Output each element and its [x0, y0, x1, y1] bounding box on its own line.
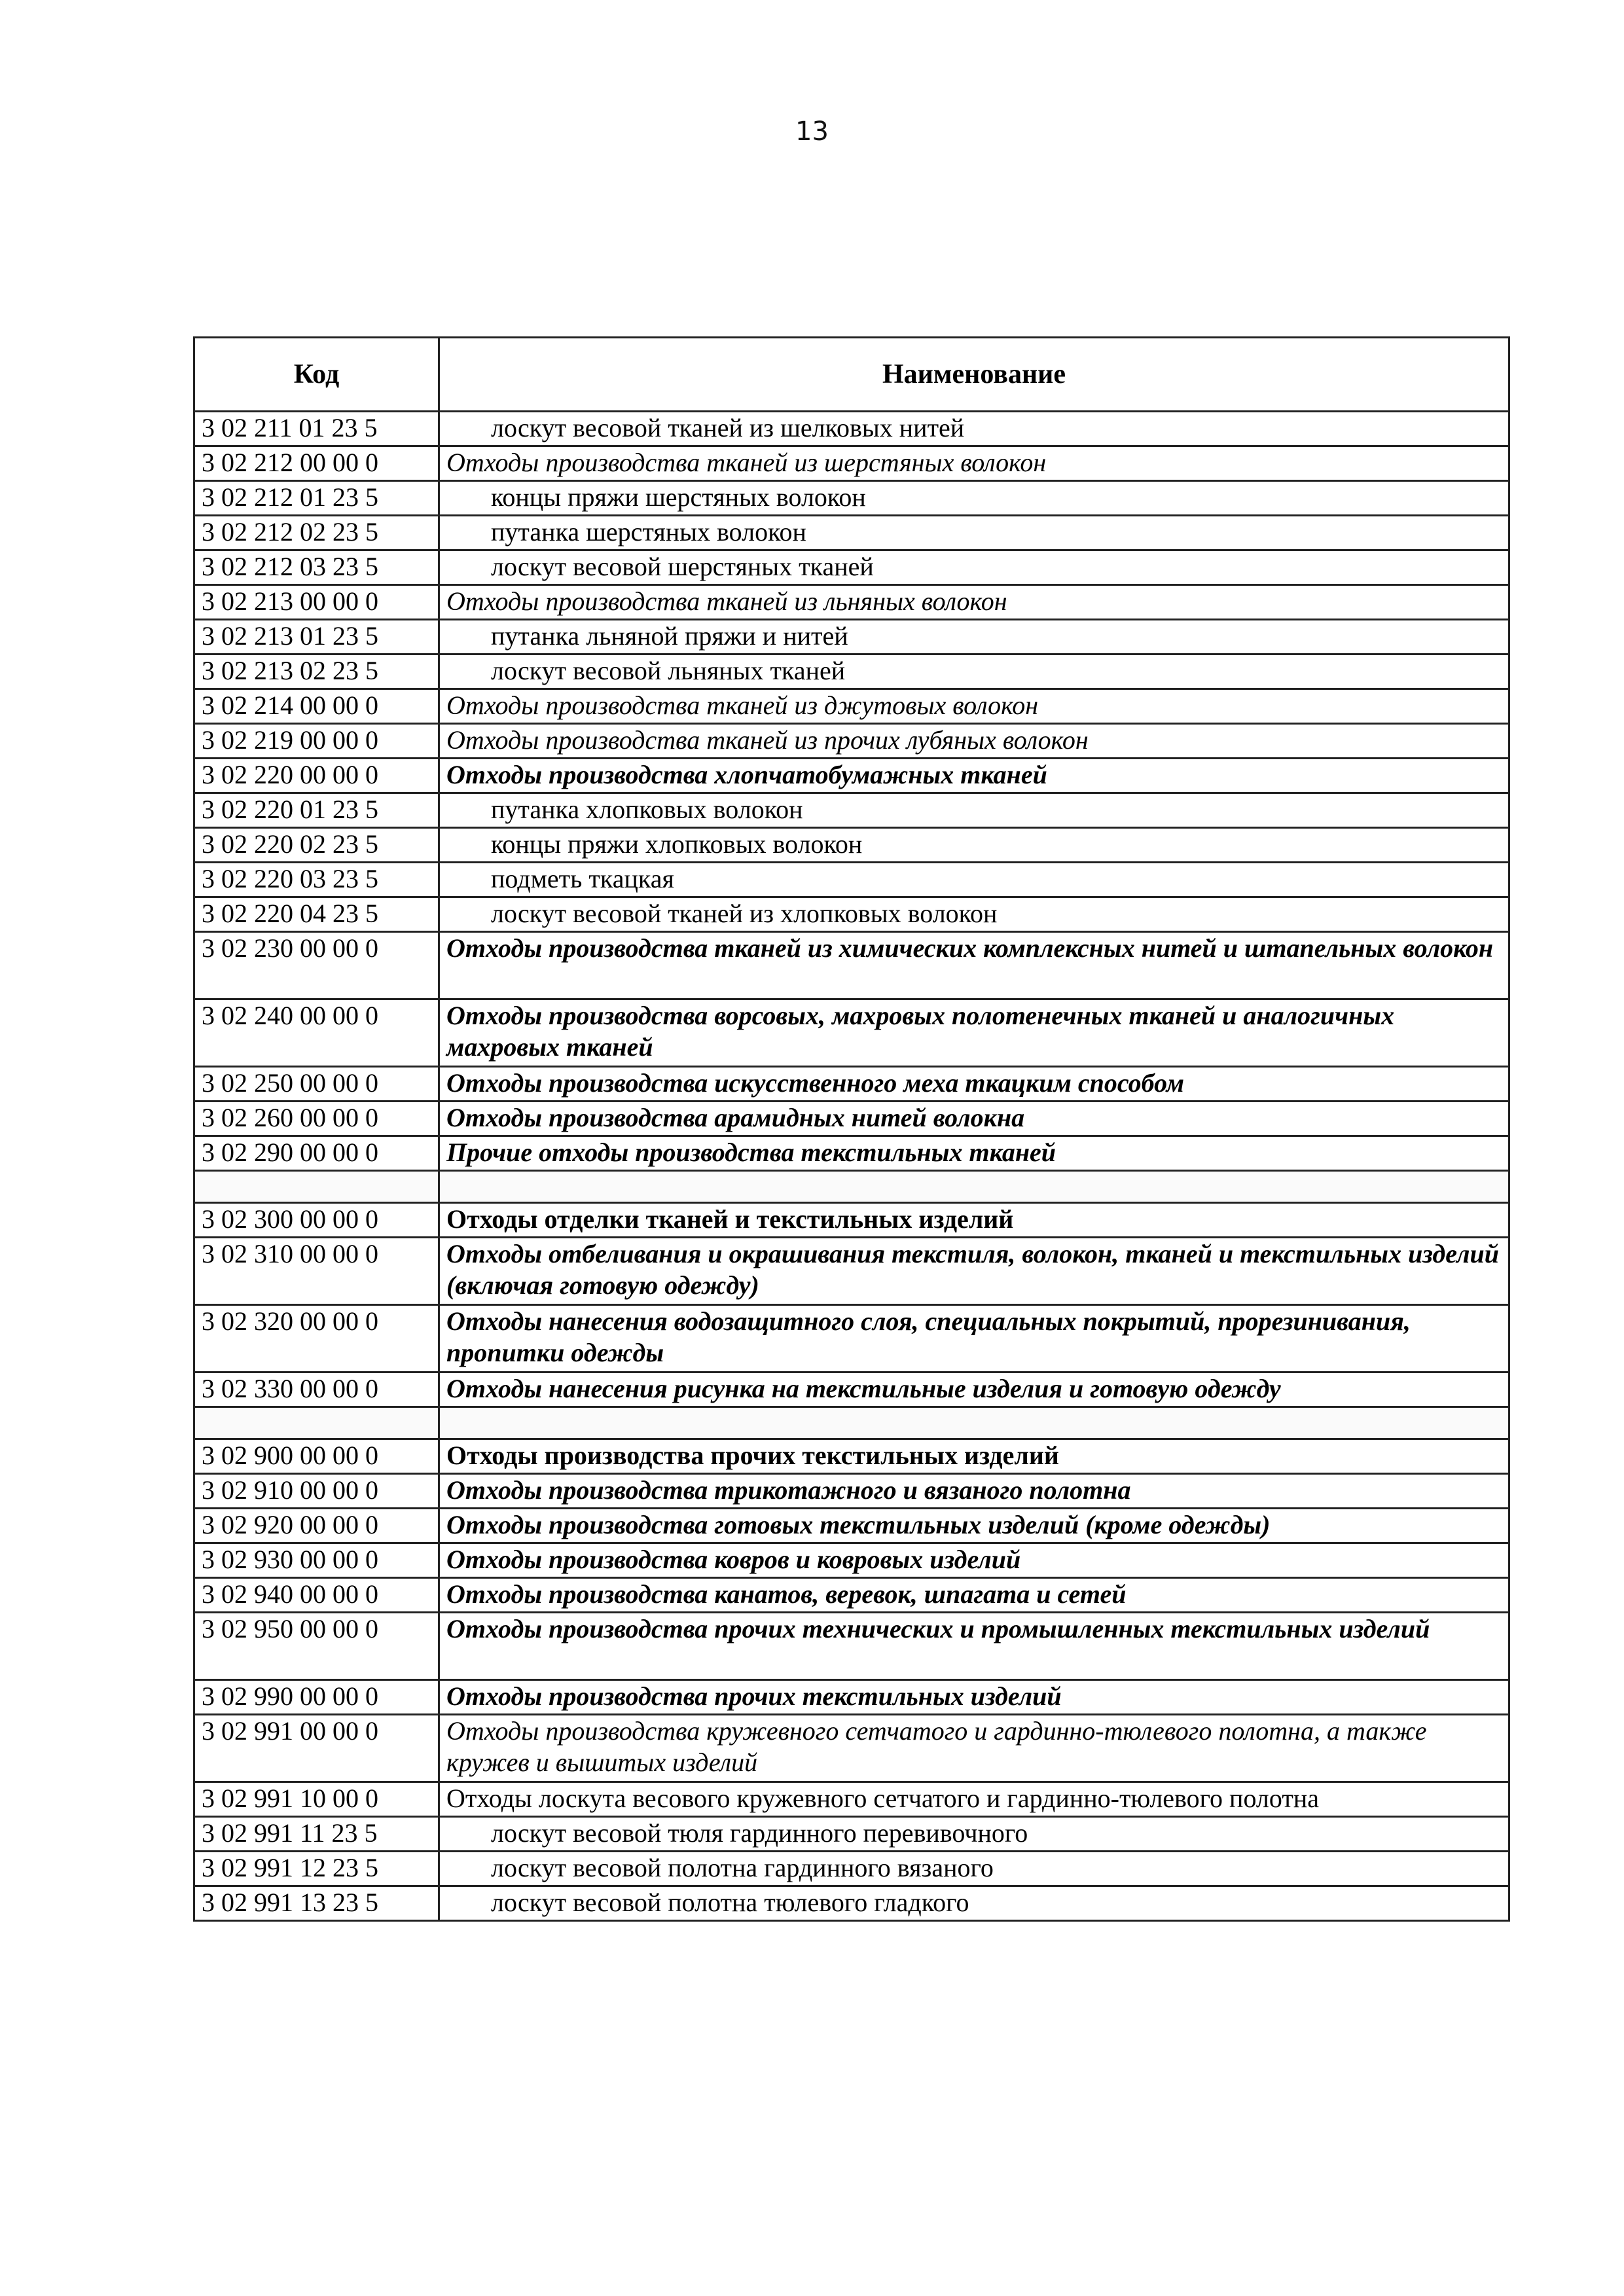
waste-name: Отходы производства прочих текстильных изделий — [439, 1680, 1509, 1715]
waste-code: 3 02 991 13 23 5 — [194, 1886, 439, 1921]
table-header-row — [194, 338, 1509, 412]
table-row — [194, 999, 1509, 1067]
table-row — [194, 1474, 1509, 1509]
waste-code: 3 02 219 00 00 0 — [194, 724, 439, 759]
table-row — [194, 1509, 1509, 1543]
waste-code: 3 02 212 01 23 5 — [194, 481, 439, 516]
waste-code: 3 02 900 00 00 0 — [194, 1439, 439, 1474]
waste-code: 3 02 930 00 00 0 — [194, 1543, 439, 1578]
table-row — [194, 689, 1509, 724]
table-row — [194, 1852, 1509, 1886]
waste-code: 3 02 212 00 00 0 — [194, 446, 439, 481]
table-row — [194, 655, 1509, 689]
waste-code: 3 02 991 10 00 0 — [194, 1782, 439, 1817]
waste-code: 3 02 220 03 23 5 — [194, 863, 439, 897]
waste-code: 3 02 212 02 23 5 — [194, 516, 439, 550]
waste-code: 3 02 214 00 00 0 — [194, 689, 439, 724]
table-row — [194, 863, 1509, 897]
table-row — [194, 1817, 1509, 1852]
empty-cell — [194, 1171, 439, 1203]
waste-code: 3 02 990 00 00 0 — [194, 1680, 439, 1715]
table-row — [194, 1102, 1509, 1136]
table-row — [194, 724, 1509, 759]
table-row — [194, 759, 1509, 793]
table-row — [194, 1238, 1509, 1305]
table-row — [194, 516, 1509, 550]
waste-code: 3 02 260 00 00 0 — [194, 1102, 439, 1136]
waste-code: 3 02 290 00 00 0 — [194, 1136, 439, 1171]
waste-code: 3 02 250 00 00 0 — [194, 1067, 439, 1102]
waste-code: 3 02 940 00 00 0 — [194, 1578, 439, 1613]
waste-code: 3 02 213 02 23 5 — [194, 655, 439, 689]
waste-name: Отходы производства прочих технических и промышленных текстильных изделий — [439, 1613, 1509, 1680]
waste-name: Отходы производства тканей из химических комплексных нитей и штапельных волокон — [439, 932, 1509, 999]
table-body — [194, 412, 1509, 1921]
waste-name: лоскут весовой тканей из шелковых нитей — [439, 412, 1509, 446]
waste-name: Отходы производства трикотажного и вязаного полотна — [439, 1474, 1509, 1509]
waste-name: лоскут весовой полотна тюлевого гладкого — [439, 1886, 1509, 1921]
waste-name: путанка шерстяных волокон — [439, 516, 1509, 550]
waste-name: Отходы производства арамидных нитей волокна — [439, 1102, 1509, 1136]
table-row — [194, 1613, 1509, 1680]
table-row — [194, 585, 1509, 620]
waste-code: 3 02 991 12 23 5 — [194, 1852, 439, 1886]
waste-name: Прочие отходы производства текстильных тканей — [439, 1136, 1509, 1171]
table-row — [194, 1067, 1509, 1102]
waste-classifier-table — [193, 336, 1510, 1922]
waste-name: концы пряжи хлопковых волокон — [439, 828, 1509, 863]
waste-code: 3 02 991 00 00 0 — [194, 1715, 439, 1782]
waste-name: лоскут весовой полотна гардинного вязаного — [439, 1852, 1509, 1886]
table-row — [194, 1680, 1509, 1715]
table-row — [194, 412, 1509, 446]
table-row — [194, 620, 1509, 655]
table-row — [194, 793, 1509, 828]
waste-code: 3 02 991 11 23 5 — [194, 1817, 439, 1852]
empty-cell — [439, 1171, 1509, 1203]
waste-name: Отходы производства ворсовых, махровых полотенечных тканей и аналогичных махровых тканей — [439, 999, 1509, 1067]
table-separator-row — [194, 1407, 1509, 1439]
waste-name: концы пряжи шерстяных волокон — [439, 481, 1509, 516]
waste-name: Отходы производства прочих текстильных изделий — [439, 1439, 1509, 1474]
waste-code: 3 02 300 00 00 0 — [194, 1203, 439, 1238]
waste-code: 3 02 330 00 00 0 — [194, 1372, 439, 1407]
waste-name: Отходы производства тканей из джутовых волокон — [439, 689, 1509, 724]
table-row — [194, 446, 1509, 481]
waste-name: лоскут весовой шерстяных тканей — [439, 550, 1509, 585]
waste-name: Отходы производства готовых текстильных изделий (кроме одежды) — [439, 1509, 1509, 1543]
waste-code: 3 02 213 00 00 0 — [194, 585, 439, 620]
waste-name: путанка хлопковых волокон — [439, 793, 1509, 828]
waste-name: подметь ткацкая — [439, 863, 1509, 897]
table-row — [194, 1543, 1509, 1578]
table-row — [194, 932, 1509, 999]
waste-name: Отходы производства ковров и ковровых изделий — [439, 1543, 1509, 1578]
empty-cell — [439, 1407, 1509, 1439]
waste-name: Отходы производства кружевного сетчатого и гардинно-тюлевого полотна, а также кружев и вышитых изделий — [439, 1715, 1509, 1782]
table-row — [194, 1203, 1509, 1238]
waste-name: лоскут весовой тюля гардинного перевивочного — [439, 1817, 1509, 1852]
waste-name: Отходы нанесения водозащитного слоя, специальных покрытий, прорезинивания, пропитки одежды — [439, 1305, 1509, 1372]
table-row — [194, 1886, 1509, 1921]
table-row — [194, 481, 1509, 516]
waste-name: Отходы лоскута весового кружевного сетчатого и гардинно-тюлевого полотна — [439, 1782, 1509, 1817]
table-row — [194, 897, 1509, 932]
waste-code: 3 02 920 00 00 0 — [194, 1509, 439, 1543]
table-row — [194, 1782, 1509, 1817]
header-code: Код — [194, 338, 439, 412]
table-row — [194, 1715, 1509, 1782]
table-separator-row — [194, 1171, 1509, 1203]
waste-code: 3 02 220 04 23 5 — [194, 897, 439, 932]
table-row — [194, 1136, 1509, 1171]
waste-name: лоскут весовой тканей из хлопковых волокон — [439, 897, 1509, 932]
waste-name: Отходы производства тканей из льняных волокон — [439, 585, 1509, 620]
waste-name: Отходы отбеливания и окрашивания текстиля, волокон, тканей и текстильных изделий (включая готовую одежду) — [439, 1238, 1509, 1305]
waste-code: 3 02 220 01 23 5 — [194, 793, 439, 828]
table-row — [194, 550, 1509, 585]
waste-name: Отходы отделки тканей и текстильных изделий — [439, 1203, 1509, 1238]
waste-code: 3 02 211 01 23 5 — [194, 412, 439, 446]
waste-name: Отходы производства канатов, веревок, шпагата и сетей — [439, 1578, 1509, 1613]
table-row — [194, 1372, 1509, 1407]
waste-code: 3 02 950 00 00 0 — [194, 1613, 439, 1680]
waste-code: 3 02 220 02 23 5 — [194, 828, 439, 863]
table-row — [194, 1439, 1509, 1474]
waste-code: 3 02 320 00 00 0 — [194, 1305, 439, 1372]
waste-code: 3 02 230 00 00 0 — [194, 932, 439, 999]
waste-name: лоскут весовой льняных тканей — [439, 655, 1509, 689]
waste-code: 3 02 212 03 23 5 — [194, 550, 439, 585]
waste-name: Отходы производства тканей из прочих лубяных волокон — [439, 724, 1509, 759]
table-row — [194, 828, 1509, 863]
table-row — [194, 1305, 1509, 1372]
waste-name: Отходы производства искусственного меха ткацким способом — [439, 1067, 1509, 1102]
waste-code: 3 02 240 00 00 0 — [194, 999, 439, 1067]
table-row — [194, 1578, 1509, 1613]
waste-name: Отходы производства тканей из шерстяных волокон — [439, 446, 1509, 481]
waste-name: Отходы нанесения рисунка на текстильные изделия и готовую одежду — [439, 1372, 1509, 1407]
header-name: Наименование — [439, 338, 1509, 412]
waste-code: 3 02 310 00 00 0 — [194, 1238, 439, 1305]
waste-name: путанка льняной пряжи и нитей — [439, 620, 1509, 655]
waste-code: 3 02 910 00 00 0 — [194, 1474, 439, 1509]
waste-code: 3 02 213 01 23 5 — [194, 620, 439, 655]
empty-cell — [194, 1407, 439, 1439]
waste-name: Отходы производства хлопчатобумажных тканей — [439, 759, 1509, 793]
waste-code: 3 02 220 00 00 0 — [194, 759, 439, 793]
page-number: 13 — [795, 117, 829, 147]
